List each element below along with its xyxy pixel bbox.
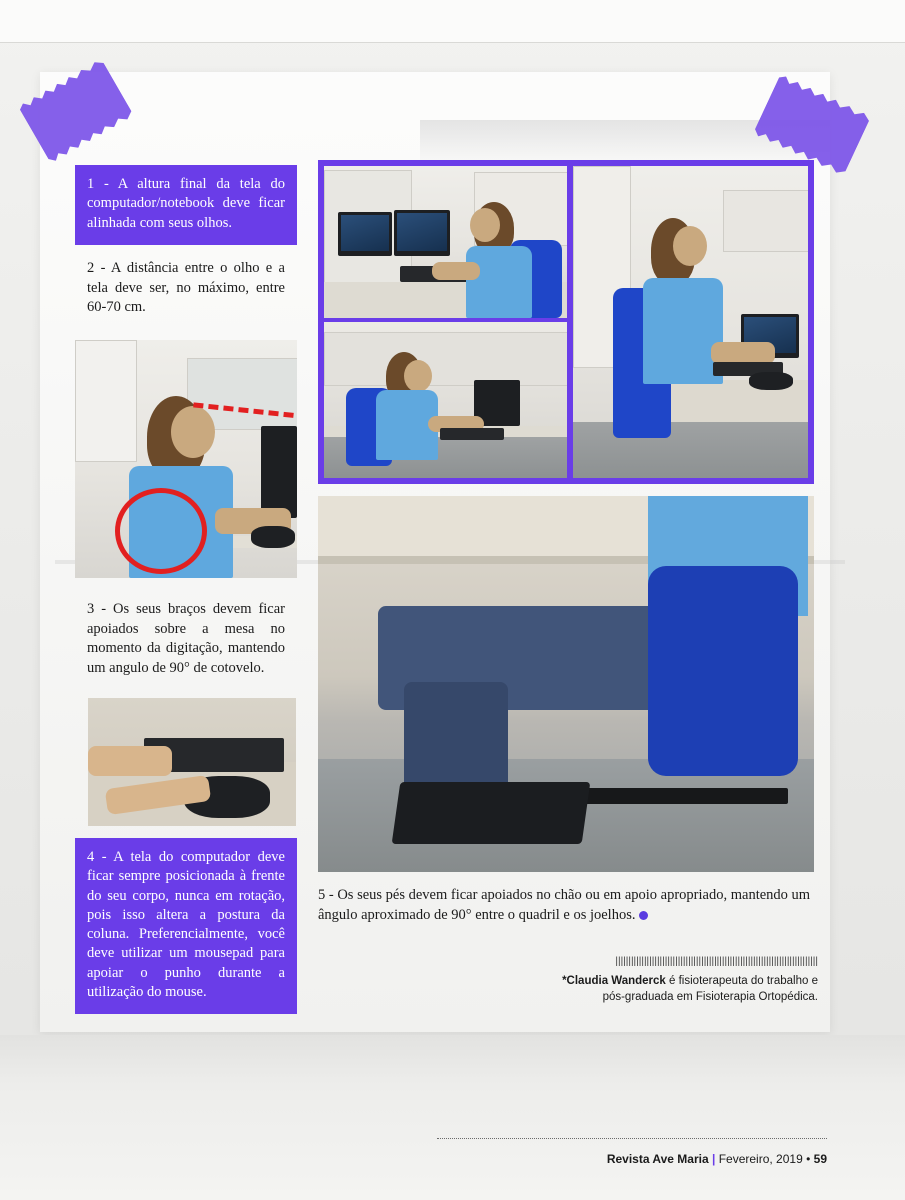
page-bottom-area [0,1035,905,1200]
photo-notebook-posture [573,166,808,478]
left-column-2 [75,588,297,685]
footer-magazine-name: Revista Ave Maria [606,1152,709,1166]
tip-3-text: 3 - Os seus braços devem ficar apoiados sobre a mesa no momento da digitação, mantendo um angulo de 90° de cotovelo. [87,601,285,677]
photo-monitor-eye-level [324,166,567,318]
photo-chair-base [558,788,788,804]
tip-1-text: 1 - A altura final da tela do computador/notebook deve ficar alinhada com seus olhos. [75,165,297,245]
photo-mousepad [749,372,793,390]
photo-head [404,360,432,392]
tip-5-caption [318,885,818,925]
end-bullet-icon [639,911,648,920]
photo-mousepad [251,526,295,548]
photo-head [171,406,215,458]
left-column-3 [75,838,297,1014]
photo-screen-left [341,215,389,251]
photo-keyboard [440,428,504,440]
photo-wall-panel [75,340,137,462]
credit-author-name: *Claudia Wanderck [562,974,666,987]
tip-2-text: 2 - A distância entre o olho e a tela deve ser, no máximo, entre 60-70 cm. [87,259,285,316]
photo-chair-backrest [648,566,798,776]
photo-arm [432,262,480,280]
photo-floor [573,422,808,478]
page-top-margin [0,0,905,42]
credit-author-role: é fisioterapeuta do trabalho e [665,974,818,987]
photo-head [673,226,707,266]
photo-shirt [643,278,723,384]
photo-monitor [261,426,297,518]
photo-footrest [392,782,591,844]
page-top-divider [0,42,905,43]
footer-separator: | [712,1152,716,1166]
photo-shirt [466,246,532,318]
elbow-angle-marker [115,488,207,574]
photo-arm [711,342,775,364]
footer-page-number: 59 [813,1152,827,1166]
photo-mousepad-wrist [88,698,296,826]
page-footer [607,1152,827,1166]
credit-author-role-2: pós-graduada em Fisioterapia Ortopédica. [602,991,818,1004]
footer-divider [437,1138,827,1139]
left-column [75,165,297,324]
tip-4-text: 4 - A tela do computador deve ficar sempre posicionada à frente do seu corpo, nunca em rotação, pois isso altera a postura da coluna. Preferencialmente, você deve utilizar um mousepad para apoiar o punho durante a utilização do mouse. [75,838,297,1014]
photo-wall-unit [723,190,808,252]
photo-head [470,208,500,242]
photo-group-top-right [318,160,814,484]
footer-issue: Fevereiro, 2019 • [718,1152,811,1166]
photo-desk-side-view [324,322,567,478]
photo-eye-screen-distance [75,340,297,578]
photo-screen-right [397,213,447,251]
author-credit [518,955,818,1006]
photo-forearm-left [88,746,172,776]
photo-feet-support [318,496,814,872]
photo-office-back [324,332,567,386]
tip-5-text: 5 - Os seus pés devem ficar apoiados no chão ou em apoio apropriado, mantendo um ângulo aproximado de 90° entre o quadril e os joelhos. [318,887,811,923]
credit-dotted-rule: |||||||||||||||||||||||||||||||||||||||||||||||||||||||||||||||||||||||||||||| [615,956,818,967]
